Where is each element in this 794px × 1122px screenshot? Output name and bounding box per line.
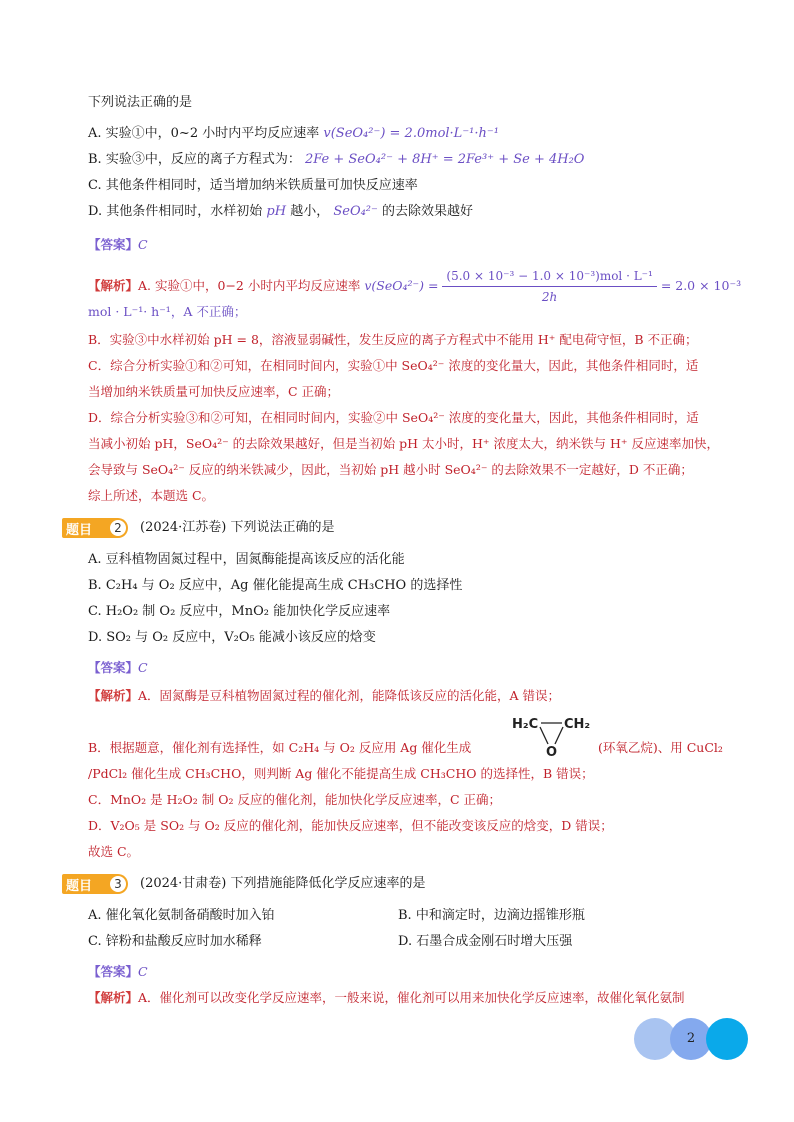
option-a bbox=[88, 124, 499, 144]
epoxide-left-carbon: H₂C bbox=[512, 717, 539, 732]
question-source: (2024·甘肃卷) bbox=[140, 876, 227, 891]
question-stem bbox=[140, 874, 426, 894]
option-label: D. 其他条件相同时，水样初始 bbox=[88, 204, 263, 219]
analysis-b-row-1 bbox=[88, 738, 471, 758]
answer-tag: 【答案】 bbox=[88, 964, 139, 979]
analysis-d-row-3: 会导致与 SeO₄²⁻ 反应的纳米铁减少，因此，当初始 pH 越小时 SeO₄²⁻ 的去除效果不一定越好，D 不正确； bbox=[88, 462, 693, 477]
fraction-numerator: (5.0 × 10⁻³ − 1.0 × 10⁻³)mol · L⁻¹ bbox=[442, 266, 656, 287]
option-b bbox=[88, 150, 584, 170]
epoxide-right-carbon: CH₂ bbox=[564, 717, 591, 732]
rate-symbol: v(SeO₄²⁻) = bbox=[364, 278, 439, 293]
analysis-d-row-1: D．综合分析实验③和②可知，在相同时间内，实验②中 SeO₄²⁻ 浓度的变化量大，因此，其他条件相同时，适 bbox=[88, 410, 699, 425]
analysis-a-text: A．催化剂可以改变化学反应速率，一般来说，催化剂可以用来加快化学反应速率，故催化氧化氨制 bbox=[138, 990, 685, 1005]
answer-tag: 【答案】 bbox=[88, 660, 139, 675]
answer-value: C bbox=[138, 237, 148, 252]
analysis-a-row bbox=[88, 686, 560, 706]
question-badge bbox=[62, 518, 128, 538]
option-b: B. 中和滴定时，边滴边摇锥形瓶 bbox=[398, 908, 585, 923]
intro-text: 下列说法正确的是 bbox=[88, 95, 193, 110]
badge-label: 题目 bbox=[66, 879, 93, 894]
epoxide-oxygen: O bbox=[546, 745, 558, 758]
analysis-end-row: 故选 C。 bbox=[88, 844, 140, 859]
question-source: (2024·江苏卷) bbox=[140, 520, 227, 535]
analysis-end-row: 综上所述，本题选 C。 bbox=[88, 488, 215, 503]
option-tail-2: 的去除效果越好 bbox=[382, 204, 474, 219]
answer-row bbox=[88, 962, 148, 982]
question-stem bbox=[140, 518, 335, 538]
badge-number: 3 bbox=[110, 876, 126, 892]
epoxide-structure bbox=[512, 712, 594, 758]
question-text: 下列措施能降低化学反应速率的是 bbox=[230, 876, 426, 891]
rate-result: = 2.0 × 10⁻³ bbox=[660, 278, 742, 293]
analysis-d-row-2: 当减小初始 pH，SeO₄²⁻ 的去除效果越好，但是当初始 pH 太小时，H⁺ 浓度太大，纳米铁与 H⁺ 反应速率加快， bbox=[88, 436, 719, 451]
fraction-denominator: 2h bbox=[541, 290, 558, 304]
analysis-a-text: A．固氮酶是豆科植物固氮过程的催化剂，能降低该反应的活化能，A 错误； bbox=[138, 688, 561, 703]
option-label: A. 实验①中，0~2 小时内平均反应速率 bbox=[88, 126, 320, 141]
option-formula: pH bbox=[266, 204, 287, 219]
analysis-a-text: A. 实验①中，0−2 小时内平均反应速率 bbox=[138, 278, 361, 293]
option-d: D. SO₂ 与 O₂ 反应中，V₂O₅ 能减小该反应的焓变 bbox=[88, 630, 376, 645]
option-b: B. C₂H₄ 与 O₂ 反应中，Ag 催化能提高生成 CH₃CHO 的选择性 bbox=[88, 578, 463, 593]
analysis-tag: 【解析】 bbox=[88, 990, 139, 1005]
answer-value: C bbox=[138, 660, 148, 675]
analysis-tag: 【解析】 bbox=[88, 688, 139, 703]
analysis-b-row-2: /PdCl₂ 催化生成 CH₃CHO，则判断 Ag 催化不能提高生成 CH₃CHO 的选择性，B 错误； bbox=[88, 766, 594, 781]
rate-fraction bbox=[442, 266, 656, 307]
c-o-bond-right bbox=[555, 727, 563, 744]
option-d bbox=[88, 202, 473, 222]
analysis-c-row: C．MnO₂ 是 H₂O₂ 制 O₂ 反应的催化剂，能加快化学反应速率，C 正确； bbox=[88, 792, 502, 807]
analysis-d-row: D．V₂O₅ 是 SO₂ 与 O₂ 反应的催化剂，能加快反应速率，但不能改变该反应的焓变，D 错误； bbox=[88, 818, 613, 833]
option-a: A. 催化氧化氨制备硝酸时加入铂 bbox=[88, 908, 275, 923]
analysis-a-row bbox=[88, 266, 741, 307]
answer-row bbox=[88, 658, 148, 678]
analysis-a-unit-row bbox=[88, 302, 246, 322]
option-formula-2: SeO₄²⁻ bbox=[333, 204, 378, 219]
analysis-a-unit: mol · L⁻¹· h⁻¹，A 不正确； bbox=[88, 304, 247, 319]
option-c bbox=[88, 176, 418, 196]
analysis-c-row-1: C．综合分析实验①和②可知，在相同时间内，实验①中 SeO₄²⁻ 浓度的变化量大，因此，其他条件相同时，适 bbox=[88, 358, 699, 373]
analysis-b-row: B．实验③中水样初始 pH = 8，溶液显弱碱性，发生反应的离子方程式中不能用 H⁺ 配电荷守恒，B 不正确； bbox=[88, 332, 698, 347]
analysis-b-row-1-tail: (环氧乙烷)、用 CuCl₂ bbox=[598, 740, 723, 755]
option-c: C. 锌粉和盐酸反应时加水稀释 bbox=[88, 934, 262, 949]
analysis-a-row bbox=[88, 988, 685, 1008]
option-c: C. H₂O₂ 制 O₂ 反应中，MnO₂ 能加快化学反应速率 bbox=[88, 604, 391, 619]
option-formula: 2Fe + SeO₄²⁻ + 8H⁺ = 2Fe³⁺ + Se + 4H₂O bbox=[304, 152, 585, 167]
answer-value: C bbox=[138, 964, 148, 979]
answer-row bbox=[88, 235, 148, 255]
option-tail: 越小， bbox=[290, 204, 330, 219]
option-formula: v(SeO₄²⁻) = 2.0mol·L⁻¹·h⁻¹ bbox=[323, 126, 499, 141]
option-label: B. 实验③中，反应的离子方程式为： bbox=[88, 152, 301, 167]
option-a: A. 豆科植物固氮过程中，固氮酶能提高该反应的活化能 bbox=[88, 552, 405, 567]
page-number-badge bbox=[634, 1018, 748, 1060]
badge-label: 题目 bbox=[66, 523, 93, 538]
page-number: 2 bbox=[686, 1031, 696, 1046]
analysis-tag: 【解析】 bbox=[88, 278, 139, 293]
badge-number: 2 bbox=[110, 520, 126, 536]
analysis-c-row-2: 当增加纳米铁质量可加快反应速率，C 正确； bbox=[88, 384, 340, 399]
analysis-b-text: B．根据题意，催化剂有选择性，如 C₂H₄ 与 O₂ 反应用 Ag 催化生成 bbox=[88, 740, 472, 755]
decor-circle-right bbox=[706, 1018, 748, 1060]
question-badge bbox=[62, 874, 128, 894]
question-text: 下列说法正确的是 bbox=[230, 520, 335, 535]
c-o-bond-left bbox=[540, 727, 548, 744]
option-d: D. 石墨合成金刚石时增大压强 bbox=[398, 934, 573, 949]
answer-tag: 【答案】 bbox=[88, 237, 139, 252]
option-label: C. 其他条件相同时，适当增加纳米铁质量可加快反应速率 bbox=[88, 178, 418, 193]
